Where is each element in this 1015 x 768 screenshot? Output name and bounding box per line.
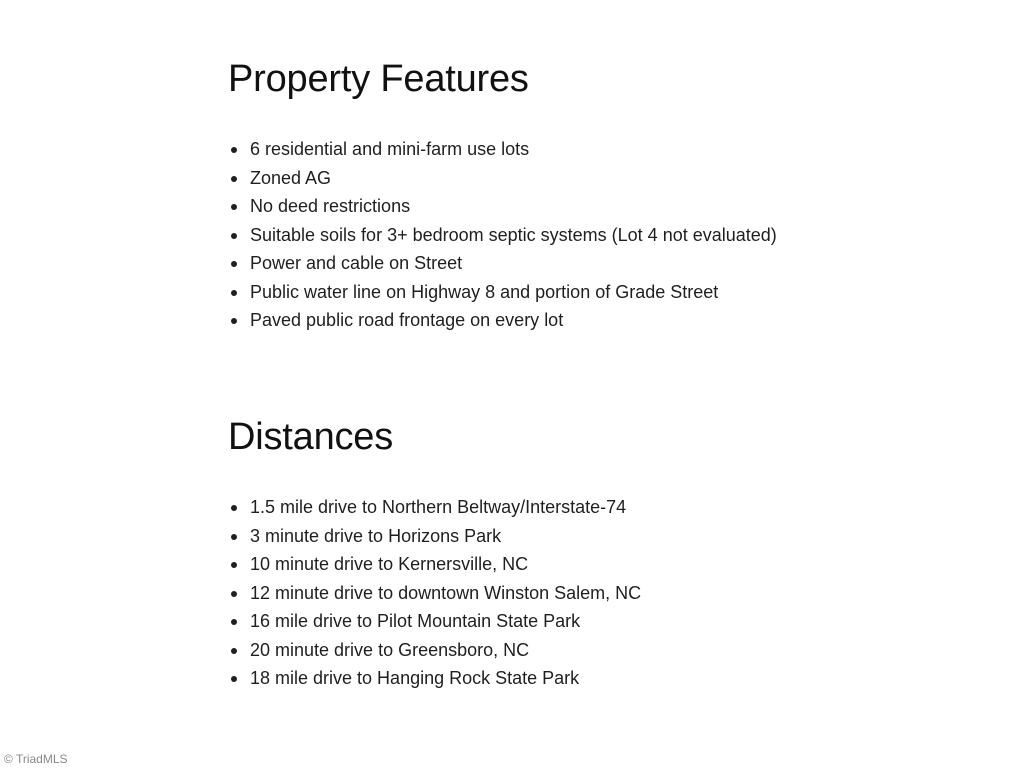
- list-item: [228, 135, 777, 164]
- bullet-icon: [231, 318, 237, 324]
- list-item-text: 12 minute drive to downtown Winston Salem, NC: [250, 582, 642, 603]
- bullet-icon: [231, 591, 237, 597]
- bullet-icon: [231, 147, 237, 153]
- bullet-icon: [231, 290, 237, 296]
- list-item-text: Power and cable on Street: [250, 253, 463, 273]
- property-features-section: [228, 56, 777, 335]
- list-item-text: 3 minute drive to Horizons Park: [250, 525, 502, 546]
- list-item: [228, 192, 777, 221]
- list-item-text: 10 minute drive to Kernersville, NC: [250, 554, 529, 574]
- list-item-text: 1.5 mile drive to Northern Beltway/Interstate-74: [250, 497, 627, 517]
- list-item: [228, 306, 777, 335]
- list-item-text: 6 residential and mini-farm use lots: [250, 139, 530, 159]
- bullet-icon: [231, 562, 237, 568]
- distances-section: [228, 414, 641, 693]
- list-item-text: Public water line on Highway 8 and portion of Grade Street: [250, 281, 719, 302]
- bullet-icon: [231, 648, 237, 654]
- list-item: [228, 522, 641, 551]
- list-item-text: Zoned AG: [250, 167, 332, 188]
- distances-list: [228, 493, 641, 693]
- list-item-text: 20 minute drive to Greensboro, NC: [250, 639, 530, 660]
- list-item: [228, 607, 641, 636]
- list-item-text: No deed restrictions: [250, 196, 411, 216]
- distances-heading: Distances: [228, 416, 394, 458]
- bullet-icon: [231, 676, 237, 682]
- list-item-text: Paved public road frontage on every lot: [250, 310, 564, 330]
- bullet-icon: [231, 619, 237, 625]
- list-item-text: Suitable soils for 3+ bedroom septic systems (Lot 4 not evaluated): [250, 224, 777, 245]
- list-item: [228, 579, 641, 608]
- list-item: [228, 550, 641, 579]
- list-item: [228, 636, 641, 665]
- list-item: [228, 278, 777, 307]
- list-item: [228, 493, 641, 522]
- bullet-icon: [231, 176, 237, 182]
- property-features-heading: Property Features: [228, 58, 529, 100]
- list-item: [228, 249, 777, 278]
- bullet-icon: [231, 505, 237, 511]
- list-item-text: 18 mile drive to Hanging Rock State Park: [250, 668, 580, 688]
- list-item: [228, 221, 777, 250]
- list-item: [228, 164, 777, 193]
- list-item-text: 16 mile drive to Pilot Mountain State Park: [250, 611, 581, 631]
- bullet-icon: [231, 204, 237, 210]
- copyright-watermark: © TriadMLS: [4, 752, 68, 766]
- property-features-list: [228, 135, 777, 335]
- list-item: [228, 664, 641, 693]
- bullet-icon: [231, 261, 237, 267]
- bullet-icon: [231, 534, 237, 540]
- bullet-icon: [231, 233, 237, 239]
